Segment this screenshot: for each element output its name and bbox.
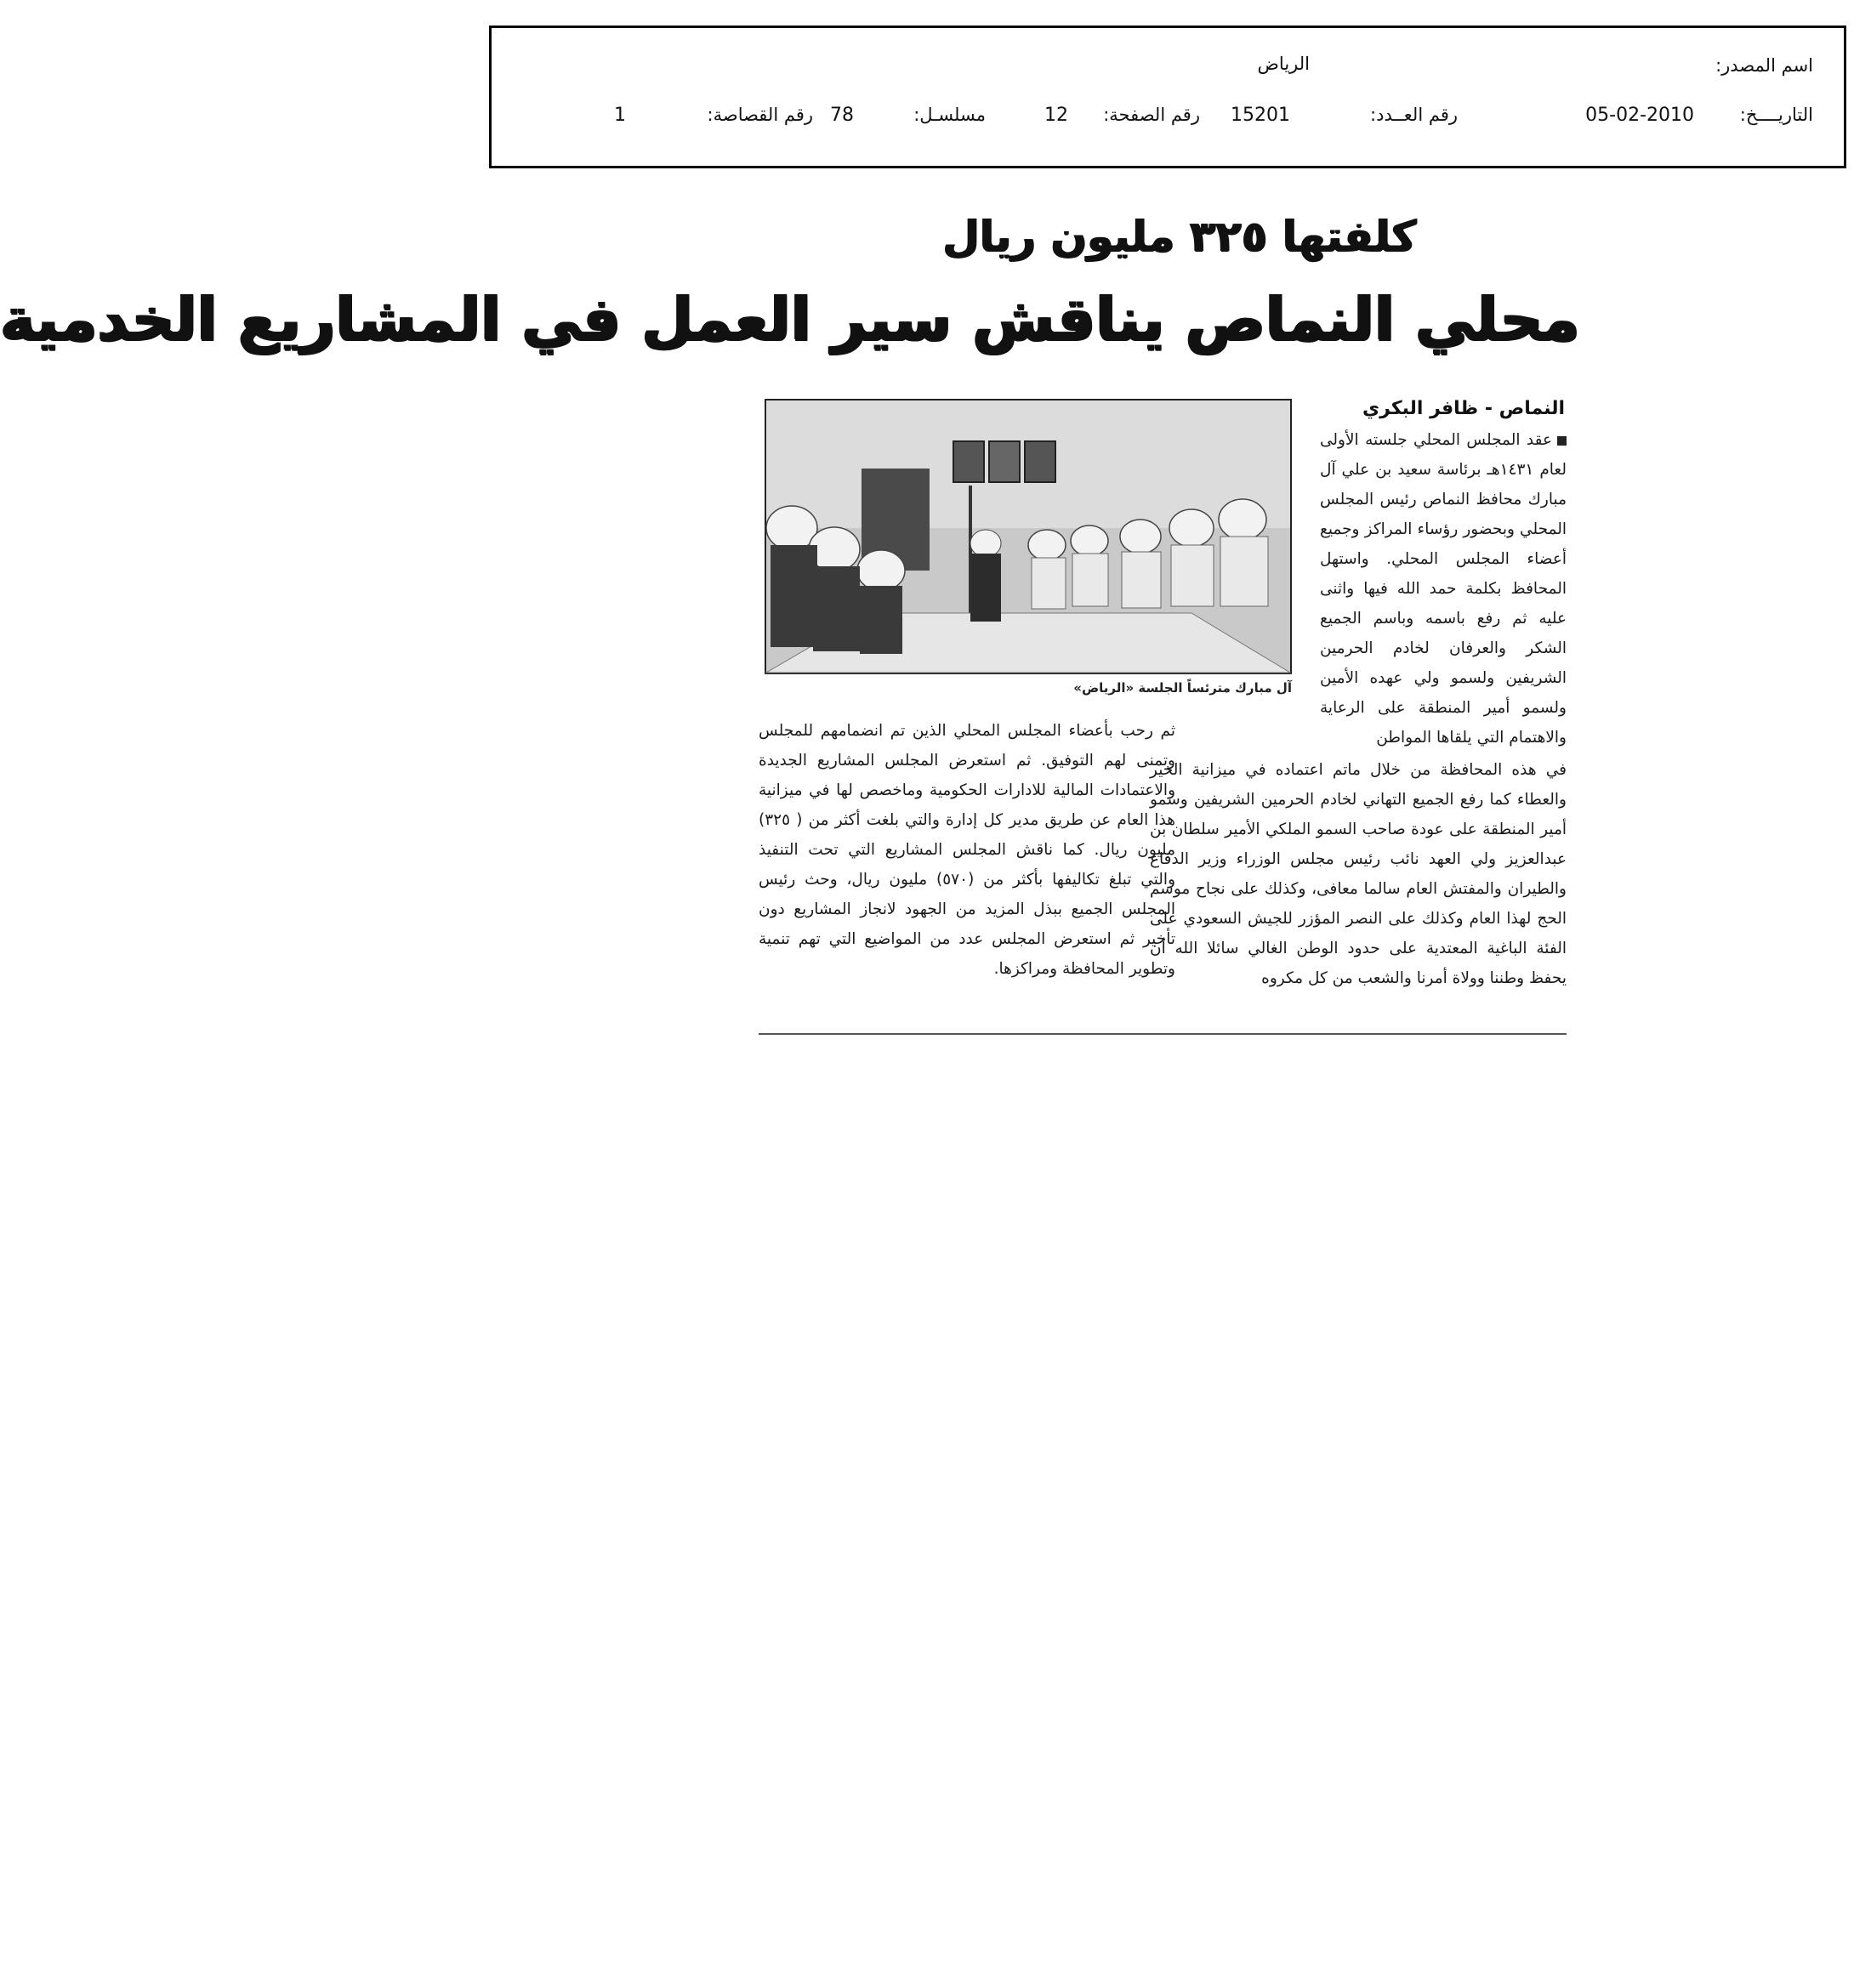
article-headline: محلي النماص يناقش سير العمل في المشاريع الخدمية [0, 284, 1579, 354]
issue-value: 15201 [1231, 105, 1290, 126]
page-label: رقم الصفحة: [1103, 105, 1200, 125]
serial-label: مسلسـل: [913, 105, 986, 125]
issue-label: رقم العــدد: [1370, 105, 1458, 125]
clipping-header [489, 26, 1846, 168]
clip-value: 1 [614, 105, 626, 126]
article-column-right-bottom: في هذه المحافظة من خلال ماتم اعتماده في ميزانية الخير والعطاء كما رفع الجميع التهاني لخادم الحرمين الشريفين وسمو أمير المنطقة على عودة صاحب السمو الملكي الأمير سلطان بن عبدالعزيز ولي العهد نائب رئيس مجلس الوزراء وزير الدفاع والطيران والمفتش العام سالما معافى، وكذلك على نجاح موسم الحج لهذا العام وكذلك على النصر المؤزر للجيش السعودي على الفئة الباغية المعتدية على حدود الوطن الغالي سائلا الله أن يحفظ وطننا وولاة أمرنا والشعب من كل مكروه [1150, 761, 1567, 987]
article-column-right-top [1320, 425, 1567, 753]
article-column-left: ثم رحب بأعضاء المجلس المحلي الذين تم انضمامهم للمجلس وتمنى لهم التوفيق. ثم استعرض المجلس المشاريع الجديدة والاعتمادات المالية للادارات الحكومية وماخصص لها في ميزانية هذا العام عن طريق مدير كل إدارة والتي بلغت أكثر من ( ٣٢٥) مليون ريال. كما ناقش المجلس المشاريع التي تحت التنفيذ والتي تبلغ تكاليفها بأكثر من (٥٧٠) مليون ريال، وحث رئيس المجلس الجميع ببذل المزيد من الجهود لانجاز المشاريع دون تأخير ثم استعرض المجلس عدد من المواضيع التي تهم تنمية وتطوير المحافظة ومراكزها. [759, 722, 1175, 978]
meeting-photo [765, 399, 1292, 674]
meeting-photo-illustration [766, 400, 1290, 673]
article-byline: النماص - ظافر البكري [1362, 398, 1565, 419]
article-bottom-rule [759, 1033, 1567, 1035]
clip-label: رقم القصاصة: [707, 105, 813, 125]
source-label: اسم المصدر: [1715, 55, 1813, 76]
serial-value: 78 [830, 105, 854, 126]
date-value: 05-02-2010 [1585, 105, 1694, 126]
page-value: 12 [1044, 105, 1068, 126]
lead-square-icon [1557, 436, 1567, 446]
column-right-top-text: عقد المجلس المحلي جلسته الأولى لعام ١٤٣١هـ برئاسة سعيد بن علي آل مبارك محافظ النماص رئيس المجلس المحلي وبحضور رؤساء المراكز وجميع أعضاء المجلس المحلي. واستهل المحافظ بكلمة حمد الله فيها واثنى عليه ثم رفع باسمه وباسم الجميع الشكر والعرفان لخادم الحرمين الشريفين ولسمو ولي عهده الأمين ولسمو أمير المنطقة على الرعاية والاهتمام التي يلقاها المواطن [1320, 431, 1567, 747]
date-label: التاريــــخ: [1739, 105, 1813, 125]
source-value: الرياض [1257, 54, 1310, 74]
article-kicker: كلفتها ٣٢٥ مليون ريال [942, 212, 1417, 261]
photo-caption: آل مبارك مترئساً الجلسة «الرياض» [1073, 680, 1292, 696]
